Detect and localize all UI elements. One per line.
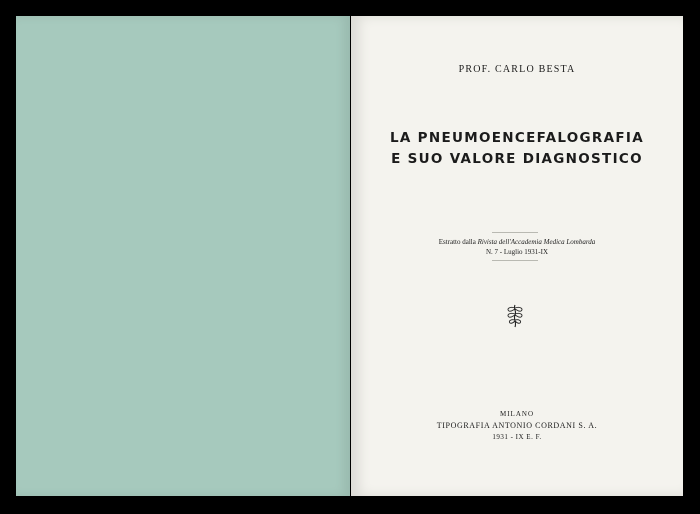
city: MILANO [500,410,534,418]
title-line-1: LA PNEUMOENCEFALOGRAFIA [390,130,644,146]
printer: TIPOGRAFIA ANTONIO CORDANI S. A. [436,421,598,430]
extract-source: Rivista dell'Accademia Medica Lombarda [477,238,596,246]
author-name: PROF. CARLO BESTA [458,64,576,75]
top-divider [492,232,538,233]
back-cover-page [16,16,350,496]
extract-prefix: Estratto dalla [438,238,476,246]
title-page [351,16,683,496]
title-line-2: E SUO VALORE DIAGNOSTICO [391,151,643,167]
bottom-divider [492,260,538,261]
publication-year: 1931 - IX E. F. [492,433,542,441]
issue-line: N. 7 - Luglio 1931-IX [485,248,549,256]
floral-ornament-icon [503,303,527,329]
extract-note [351,238,683,246]
